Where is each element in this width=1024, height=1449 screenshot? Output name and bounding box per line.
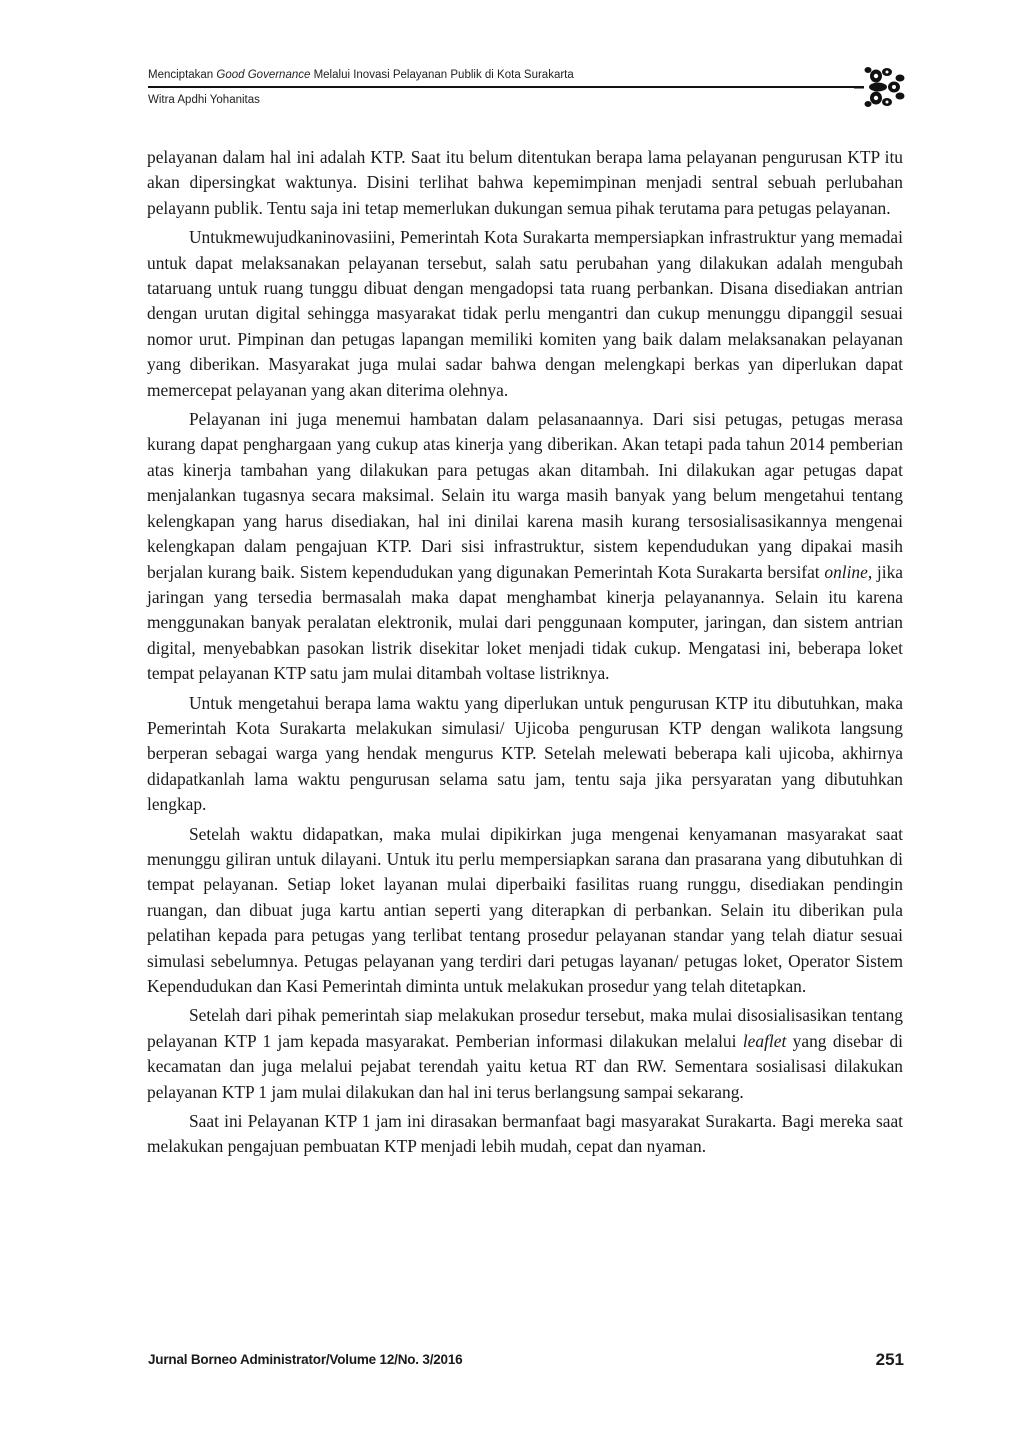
running-title (148, 69, 574, 81)
paragraph-6: Setelah dari pihak pemerintah siap melakukan prosedur tersebut, maka mulai disosialisasikan tentang pelayanan KTP 1 jam kepada masyarakat. Pemberian informasi dilakukan melalui leaflet yang disebar di kecamatan dan juga melalui pejabat terendah yaitu ketua RT dan RW. Sementara sosialisasi dilakukan pelayanan KTP 1 jam mulai dilakukan dan hal ini terus berlangsung sampai sekarang. (147, 1005, 903, 1102)
running-title-prefix: Menciptakan (148, 69, 217, 81)
running-author: Witra Apdhi Yohanitas (148, 94, 260, 106)
paragraph-4: Untuk mengetahui berapa lama waktu yang diperlukan untuk pengurusan KTP itu dibutuhkan, maka Pemerintah Kota Surakarta melakukan simulasi/ Ujicoba pengurusan KTP dengan walikota langsung berperan sebagai warga yang hendak mengurus KTP. Setelah melewati beberapa kali ujicoba, akhirnya didapatkanlah lama waktu pengurusan selama satu jam, tentu saja jika persyaratan yang dibutuhkan lengkap. (147, 692, 903, 815)
paragraph-2: Untukmewujudkaninovasiini, Pemerintah Kota Surakarta mempersiapkan infrastruktur yang memadai untuk dapat melaksanakan pelayanan tersebut, salah satu perubahan yang dilakukan adalah mengubah tataruang untuk ruang tunggu dibuat dengan mengadopsi tata ruang perbankan. Disana disediakan antrian dengan urutan digital sehingga masyarakat tidak perlu mengantri dan cukup menunggu dipanggil sesuai nomor urut. Pimpinan dan petugas lapangan memiliki komiten yang baik dalam melaksanakan pelayanan yang diberikan. Masyarakat juga mulai sadar bahwa dengan melengkapi berkas yan diperlukan dapat memercepat pelayanan yang akan diterima olehnya. (147, 227, 903, 400)
running-header (148, 64, 906, 124)
paragraph-3: Pelayanan ini juga menemui hambatan dalam pelasanaannya. Dari sisi petugas, petugas merasa kurang dapat penghargaan yang cukup atas kinerja yang diberikan. Akan tetapi pada tahun 2014 pemberian atas kinerja tambahan yang dilakukan para petugas akan ditambah. Ini dilakukan agar petugas dapat menjalankan tugasnya secara maksimal. Selain itu warga masih banyak yang belum mengetahui tentang kelengkapan yang harus disediakan, hal ini dinilai karena masih kurang tersosialisasikannya mengenai kelengkapan dalam pengajuan KTP. Dari sisi infrastruktur, sistem kependudukan yang dipakai masih berjalan kurang baik. Sistem kependudukan yang digunakan Pemerintah Kota Surakarta bersifat online, jika jaringan yang tersedia bermasalah maka dapat menghambat kinerja pelayanannya. Selain itu karena menggunakan banyak peralatan elektronik, mulai dari penggunaan komputer, jaringan, dan sistem antrian digital, menyebabkan pasokan listrik disekitar loket menjadi tidak cukup. Mengatasi ini, beberapa loket tempat pelayanan KTP satu jam mulai ditambah voltase listriknya. (147, 409, 903, 684)
page-number: 251 (875, 1350, 904, 1369)
header-rule (148, 86, 863, 88)
page-footer (148, 1350, 904, 1374)
running-title-italic: Good Governance (216, 69, 311, 81)
running-title-suffix: Melalui Inovasi Pelayanan Publik di Kota Surakarta (310, 69, 574, 81)
article-body (147, 145, 903, 1164)
italic-term-online: online (824, 561, 868, 582)
paragraph-7: Saat ini Pelayanan KTP 1 jam ini dirasakan bermanfaat bagi masyarakat Surakarta. Bagi mereka saat melakukan pengajuan pembuatan KTP menjadi lebih mudah, cepat dan nyaman. (147, 1111, 903, 1157)
fleur-ornament-icon (854, 64, 906, 112)
paragraph-5: Setelah waktu didapatkan, maka mulai dipikirkan juga mengenai kenyamanan masyarakat saat menunggu giliran untuk dilayani. Untuk itu perlu mempersiapkan sarana dan prasarana yang dibutuhkan di tempat pelayanan. Setiap loket layanan mulai diperbaiki fasilitas ruang runggu, disediakan pendingin ruangan, dan dibuat juga kartu antian seperti yang diterapkan di perbankan. Selain itu diberikan pula pelatihan kepada para petugas yang terlibat tentang prosedur pelayanan standar yang telah diatur sesuai simulasi sebelumnya. Petugas pelayanan yang terdiri dari petugas layanan/ petugas loket, Operator Sistem Kependudukan dan Kasi Pemerintah diminta untuk melakukan prosedur yang telah ditetapkan. (147, 823, 903, 996)
italic-term-leaflet: leaflet (742, 1030, 787, 1051)
paragraph-1: pelayanan dalam hal ini adalah KTP. Saat itu belum ditentukan berapa lama pelayanan pengurusan KTP itu akan dipersingkat waktunya. Disini terlihat bahwa kepemimpinan menjadi sentral sebuah perlubahan pelayann publik. Tentu saja ini tetap memerlukan dukungan semua pihak terutama para petugas pelayanan. (147, 147, 903, 218)
journal-citation: Jurnal Borneo Administrator/Volume 12/No. 3/2016 (148, 1352, 463, 1367)
